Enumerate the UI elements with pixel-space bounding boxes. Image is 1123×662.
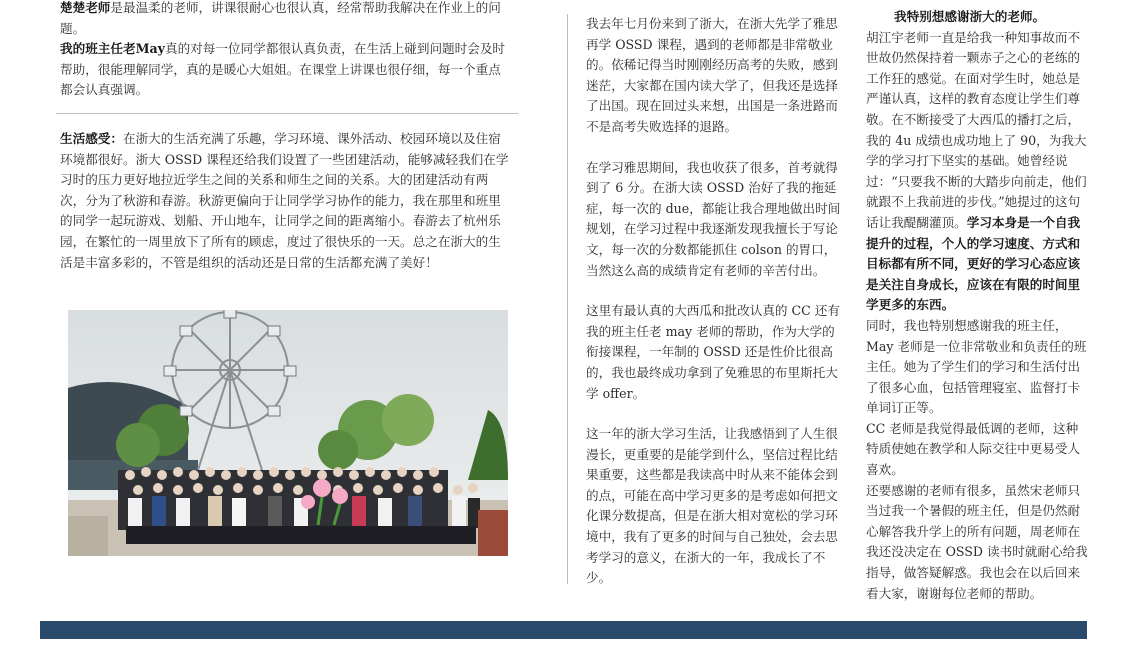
thanks-heading: [866, 7, 1090, 28]
homeroom-teacher-name: May: [135, 41, 165, 57]
life-feelings-text: 在浙大的生活充满了乐趣，学习环境、课外活动、校园环境以及住宿环境都很好。浙大 OSSD 课程还给我们设置了一些团建活动，能够减轻我们在学习时的压力更好地拉近学生之间的关系和师生之间的关系。大的团建活动有两次，分为了秋游和春游。秋游更偏向于让同学学习协作的能力，我在那里和班里的同学一起玩游戏、划船、开山地车，让同学之间的距离缩小。春游去了杭州乐园，在繁忙的一周里放下了所有的顾虑，度过了很快乐的一天。总之在浙大的生活是丰富多彩的，不管是组织的活动还是日常的生活都充满了美好！: [60, 130, 509, 270]
paragraph-may-teacher: 同时，我也特别想感谢我的班主任，May 老师是一位非常敬业和负责任的班主任。她为了学生们的学习和生活付出了很多心血，包括管理寝室、监督打卡单词订正等。: [866, 317, 1087, 416]
learning-quote-bold: 学习本身是一个自我提升的过程，个人的学习速度、方式和目标都有所不同，更好的学习心态应该是关注自身成长，应该在有限的时间里学更多的东西。: [866, 214, 1081, 313]
life-feelings-heading: 生活感受：: [60, 130, 123, 146]
section-divider: [56, 113, 518, 114]
hu-teacher-text: 胡江宇老师一直是给我一种知事故而不世故仍然保持着一颗赤子之心的老练的工作狂的感觉。在面对学生时，她总是严谨认真，这样的教育态度让学生们尊敬。在不断接受了大西瓜的播打之后，我的 4u 成绩也成功地上了 90，为我大学的学习打下坚实的基础。她曾经说过：“只要我不断的大踏步向前走，他们就跟不上我前进的步伐。”她提过的这句话让我醍醐灌顶。: [866, 29, 1087, 230]
paragraph-teachers-offer: 这里有最认真的大西瓜和批改认真的 CC 还有我的班主任老 may 老师的帮助，作为大学的衔接课程，一年制的 OSSD 还是性价比很高的，我也最终成功拿到了免雅思的布里斯托大学 offer。: [586, 303, 840, 401]
group-photo: [68, 310, 508, 556]
right-column: [866, 7, 1090, 604]
paragraph-cc-teacher: CC 老师是我觉得最低调的老师，这种特质使她在教学和人际交往中更易受人喜欢。: [866, 420, 1081, 478]
paragraph-life-feelings: [60, 129, 510, 273]
chuchu-teacher-text: 是最温柔的老师，讲课很耐心也很认真，经常帮助我解决在作业上的问题。: [60, 0, 501, 36]
homeroom-teacher-lead: 我的班主任老: [60, 41, 136, 57]
middle-column: [586, 14, 842, 589]
paragraph-ielts: 在学习雅思期间，我也收获了很多，首考就得到了 6 分。在浙大读 OSSD 治好了我的拖延症，每一次的 due，都能让我合理地做出时间规划，在学习过程中我逐渐发现我擅长于写论文，每一次的分数都能抓住 colson 的胃口，当然这么高的成绩肯定有老师的辛苦付出。: [586, 159, 841, 278]
chuchu-teacher-name: 楚楚老师: [60, 0, 111, 15]
paragraph-other-teachers: 还要感谢的老师有很多，虽然宋老师只当过我一个暑假的班主任，但是仍然耐心解答我升学上的所有问题，周老师在我还没决定在 OSSD 读书时就耐心给我指导，做答疑解惑。我也会在以后回来看大家，谢谢每位老师的帮助。: [866, 482, 1088, 601]
paragraph-hu-teacher: [866, 28, 1090, 316]
paragraph-reflection: 这一年的浙大学习生活，让我感悟到了人生很漫长，更重要的是能学到什么，坚信过程比结果重要，这些都是我读高中时从来不能体会到的点，可能在高中学习更多的是考虑如何把文化课分数提高，但是在浙大相对宽松的学习环境中，我有了更多的时间与自己独处，会去思考学习的意义，在浙大的一年，我成长了不少。: [586, 426, 838, 586]
group-photo-illustration: [68, 310, 508, 556]
footer-bar: [40, 621, 1087, 639]
column-divider: [567, 14, 568, 584]
thanks-heading-text: 我特别想感谢浙大的老师。: [894, 9, 1046, 24]
paragraph-homeroom-teacher: [60, 39, 510, 101]
paragraph-chuchu-teacher: [60, 0, 510, 39]
left-column: [60, 0, 510, 273]
homeroom-teacher-text: 真的对每一位同学都很认真负责，在生活上碰到问题时会及时帮助，很能理解同学，真的是暖心大姐姐。在课堂上讲课也很仔细，每一个重点都会认真强调。: [60, 41, 506, 98]
paragraph-arrival: 我去年七月份来到了浙大，在浙大先学了雅思再学 OSSD 课程，遇到的老师都是非常敬业的。依稀记得当时刚刚经历高考的失败，感到迷茫，大家都在国内读大学了，但我还是选择了出国。现在回过头来想，出国是一条进路而不是高考失败选择的退路。: [586, 16, 838, 134]
